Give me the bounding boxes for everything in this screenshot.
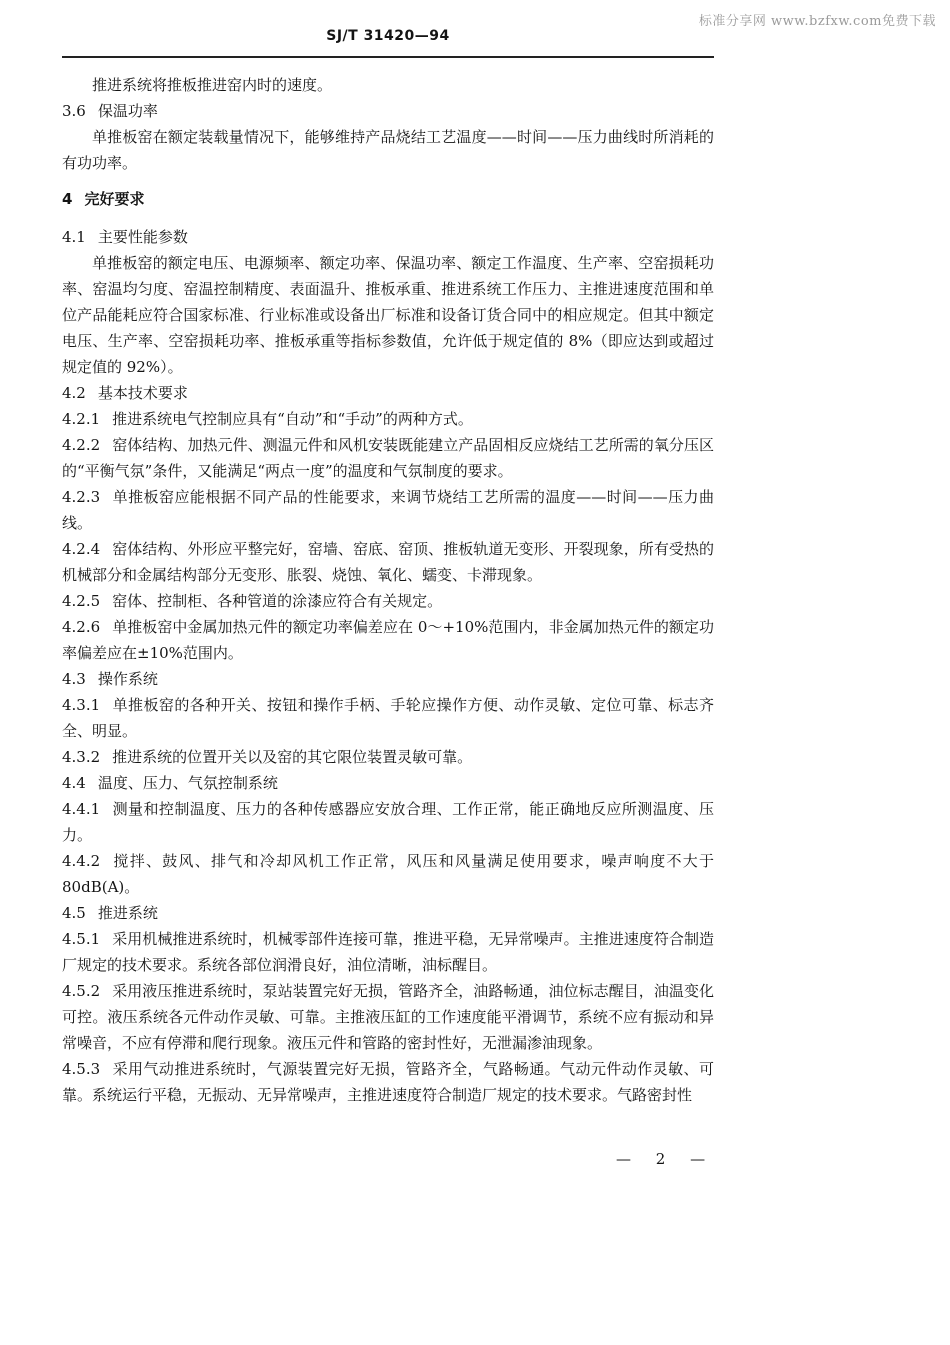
clause-text: 推进系统将推板推进窑内时的速度。 xyxy=(92,76,333,94)
clause-text: 采用机械推进系统时，机械零部件连接可靠，推进平稳，无异常噪声。主推进速度符合制造厂规定的技术要求。系统各部位润滑良好，油位清晰，油标醒目。 xyxy=(62,930,714,974)
clause-number: 4.2.4 xyxy=(62,540,101,558)
clause-item xyxy=(62,796,714,848)
clause-text: 单推板窑中金属加热元件的额定功率偏差应在 0～+10%范围内，非金属加热元件的额定功率偏差应在±10%范围内。 xyxy=(62,618,714,662)
clause-text: 采用气动推进系统时，气源装置完好无损，管路齐全，气路畅通。气动元件动作灵敏、可靠。系统运行平稳，无振动、无异常噪声，主推进速度符合制造厂规定的技术要求。气路密封性 xyxy=(62,1060,714,1104)
clause-number: 4.3.1 xyxy=(62,696,101,714)
clause-number: 4.2.6 xyxy=(62,618,101,636)
page-number: — 2 — xyxy=(616,1150,716,1168)
clause-text: 窑体、控制柜、各种管道的涂漆应符合有关规定。 xyxy=(112,592,443,610)
clause-number: 4.2 xyxy=(62,384,86,402)
clause-number: 4.5.1 xyxy=(62,930,101,948)
clause-number: 4.4.2 xyxy=(62,852,101,870)
clause-text: 保温功率 xyxy=(97,102,158,120)
clause-text: 温度、压力、气氛控制系统 xyxy=(97,774,278,792)
clause-item xyxy=(62,978,714,1056)
clause-item xyxy=(62,614,714,666)
clause-number: 4.2.3 xyxy=(62,488,101,506)
clause-text: 搅拌、鼓风、排气和冷却风机工作正常，风压和风量满足使用要求，噪声响度不大于 80dB(A)。 xyxy=(62,852,714,896)
body-paragraph xyxy=(62,72,714,98)
clause-item xyxy=(62,536,714,588)
clause-text: 基本技术要求 xyxy=(97,384,188,402)
clause-item xyxy=(62,224,714,250)
clause-item xyxy=(62,98,714,124)
clause-item xyxy=(62,926,714,978)
clause-number: 4.2.2 xyxy=(62,436,101,454)
clause-item xyxy=(62,406,714,432)
clause-item xyxy=(62,588,714,614)
clause-item xyxy=(62,770,714,796)
clause-number: 4.3 xyxy=(62,670,86,688)
clause-number: 3.6 xyxy=(62,102,86,120)
clause-text: 主要性能参数 xyxy=(97,228,188,246)
clause-text: 操作系统 xyxy=(97,670,158,688)
site-watermark: 标准分享网 www.bzfxw.com免费下载 xyxy=(698,14,936,29)
clause-number: 4.2.1 xyxy=(62,410,101,428)
clause-text: 采用液压推进系统时，泵站装置完好无损，管路齐全，油路畅通，油位标志醒目，油温变化可控。液压系统各元件动作灵敏、可靠。主推液压缸的工作速度能平滑调节，系统不应有振动和异常噪音，不应有停滞和爬行现象。液压元件和管路的密封性好，无泄漏渗油现象。 xyxy=(62,982,714,1052)
clause-text: 单推板窑的各种开关、按钮和操作手柄、手轮应操作方便、动作灵敏、定位可靠、标志齐全、明显。 xyxy=(62,696,714,740)
clause-number: 4.5.3 xyxy=(62,1060,101,1078)
clause-text: 窑体结构、外形应平整完好，窑墙、窑底、窑顶、推板轨道无变形、开裂现象，所有受热的机械部分和金属结构部分无变形、胀裂、烧蚀、氧化、蠕变、卡滞现象。 xyxy=(62,540,714,584)
clause-text: 测量和控制温度、压力的各种传感器应安放合理、工作正常，能正确地反应所测温度、压力。 xyxy=(62,800,714,844)
header-rule xyxy=(62,56,714,58)
clause-item xyxy=(62,666,714,692)
clause-text: 推进系统电气控制应具有“自动”和“手动”的两种方式。 xyxy=(112,410,473,428)
clause-item xyxy=(62,1056,714,1108)
clause-number: 4.1 xyxy=(62,228,86,246)
clause-item xyxy=(62,380,714,406)
clause-number: 4.2.5 xyxy=(62,592,101,610)
clause-text: 窑体结构、加热元件、测温元件和风机安装既能建立产品固相反应烧结工艺所需的氧分压区的“平衡气氛”条件，又能满足“两点一度”的温度和气氛制度的要求。 xyxy=(62,436,714,480)
clause-text: 推进系统 xyxy=(97,904,158,922)
body-paragraph xyxy=(62,250,714,380)
clause-item xyxy=(62,484,714,536)
body-paragraph xyxy=(62,124,714,176)
clause-number: 4.4 xyxy=(62,774,86,792)
clause-item xyxy=(62,900,714,926)
clause-text: 推进系统的位置开关以及窑的其它限位装置灵敏可靠。 xyxy=(112,748,473,766)
clause-item xyxy=(62,744,714,770)
clause-item xyxy=(62,432,714,484)
clause-number: 4.4.1 xyxy=(62,800,101,818)
clause-text: 单推板窑应能根据不同产品的性能要求，来调节烧结工艺所需的温度——时间——压力曲线。 xyxy=(62,488,714,532)
document-body xyxy=(62,72,714,1108)
section-heading xyxy=(62,186,714,212)
clause-text: 完好要求 xyxy=(84,190,145,208)
clause-number: 4.5.2 xyxy=(62,982,101,1000)
clause-number: 4.5 xyxy=(62,904,86,922)
standard-code-header: SJ/T 31420—94 xyxy=(326,28,450,44)
clause-text: 单推板窑的额定电压、电源频率、额定功率、保温功率、额定工作温度、生产率、空窑损耗功率、窑温均匀度、窑温控制精度、表面温升、推板承重、推进系统工作压力、主推进速度范围和单位产品能耗应符合国家标准、行业标准或设备出厂标准和设备订货合同中的相应规定。但其中额定电压、生产率、空窑损耗功率、推板承重等指标参数值，允许低于规定值的 8%（即应达到或超过规定值的 92%）。 xyxy=(62,254,714,376)
clause-text: 单推板窑在额定装载量情况下，能够维持产品烧结工艺温度——时间——压力曲线时所消耗的有功功率。 xyxy=(62,128,714,172)
clause-item xyxy=(62,848,714,900)
clause-number: 4.3.2 xyxy=(62,748,101,766)
clause-item xyxy=(62,692,714,744)
clause-number: 4 xyxy=(62,190,73,208)
